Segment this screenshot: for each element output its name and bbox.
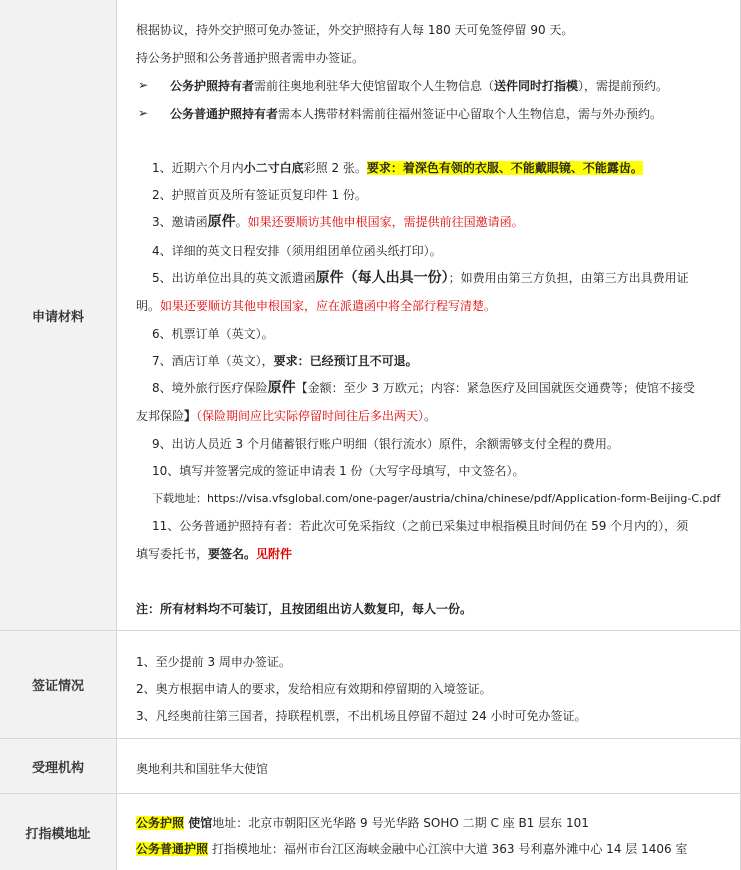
- material-item-5: [152, 270, 689, 286]
- visa-status-line-2: 2、奥方根据申请人的要求，发给相应有效期和停留期的入境签证。: [136, 682, 492, 696]
- material-item-9: 9、出访人员近 3 个月储蓄银行账户明细（银行流水）原件，余额需够支付全程的费用。: [152, 437, 619, 451]
- download-link[interactable]: 下载地址：https://visa.vfsglobal.com/one-pager/austria/china/chinese/pdf/Application-form-Beijing-C.pdf: [152, 492, 721, 505]
- bullet-text-2: ），需提前预约。: [578, 79, 669, 93]
- row-divider: [0, 630, 741, 631]
- text: 填写委托书，: [136, 547, 209, 561]
- material-item-2: 2、护照首页及所有签证页复印件 1 份。: [152, 188, 367, 202]
- material-item-5-cont: [136, 298, 496, 314]
- label-materials: [0, 0, 117, 630]
- material-item-11-cont: [136, 546, 292, 562]
- label-authority: [0, 739, 117, 793]
- material-item-6: 6、机票订单（英文）。: [152, 327, 274, 341]
- label-materials-text: 申请材料: [31, 309, 84, 325]
- text: 。: [424, 409, 437, 423]
- material-item-8: [152, 380, 695, 396]
- arrow-bullet-icon: ➢: [138, 78, 149, 92]
- text: 1、近期六个月内: [152, 161, 244, 175]
- text-bold: 原件: [207, 214, 236, 230]
- text: 8、境外旅行医疗保险: [152, 381, 268, 395]
- material-item-10: 10、填写并签署完成的签证申请表 1 份（大写字母填写，中文签名）。: [152, 464, 525, 478]
- arrow-bullet-icon: ➢: [138, 106, 149, 120]
- text: 5、出访单位出具的英文派遣函: [152, 271, 316, 285]
- red-text: （保险期间应比实际停留时间往后多出两天）: [196, 409, 425, 423]
- materials-note: 注：所有材料均不可装订，且按团组出访人数复印，每人一份。: [136, 602, 473, 616]
- intro-line-1: 根据协议，持外交护照可免办签证，外交护照持有人每 180 天可免签停留 90 天。: [136, 23, 574, 37]
- intro-line-2: 持公务护照和公务普通护照者需申办签证。: [136, 51, 365, 65]
- text: ；如费用由第三方负担，由第三方出具费用证: [448, 271, 689, 285]
- text-bold: 原件（每人出具一份）: [315, 270, 449, 286]
- fingerprint-line-1: [136, 815, 589, 831]
- highlight-text: 公务普通护照: [136, 842, 209, 856]
- label-visa-status-text: 签证情况: [31, 679, 84, 694]
- material-item-7: [152, 353, 418, 369]
- row-divider: [0, 793, 741, 794]
- text-bold: 原件: [267, 380, 296, 396]
- text-bold: 要签名。: [208, 547, 257, 561]
- material-item-4: 4、详细的英文日程安排（须用组团单位函头纸打印）。: [152, 244, 442, 258]
- text-bold: 使馆: [184, 816, 213, 830]
- highlight-text: 公务护照: [136, 816, 185, 830]
- text-bold: 】: [184, 409, 197, 423]
- attachment-link[interactable]: 见附件: [256, 547, 293, 561]
- material-item-11: 11、公务普通护照持有者：若此次可免采指纹（之前已采集过申根指模且时间仍在 59 个月内的），须: [152, 519, 689, 533]
- text-bold: 小二寸白底: [243, 161, 304, 175]
- material-item-3: [152, 214, 524, 230]
- bullet-bold-2: 送件同时打指模: [494, 79, 579, 93]
- label-fingerprint-text: 打指模地址: [25, 826, 91, 842]
- text: 明。: [136, 299, 161, 313]
- text: 7、酒店订单（英文），: [152, 354, 274, 368]
- text-bold: 要求：已经预订且不可退。: [273, 354, 418, 368]
- text: 。: [235, 215, 248, 229]
- highlight-text: 要求：着深色有领的衣服、不能戴眼镜、不能露齿。: [366, 161, 643, 175]
- text: 3、邀请函: [152, 215, 208, 229]
- label-authority-text: 受理机构: [31, 760, 84, 776]
- bullet-text: 需前往奥地利驻华大使馆留取个人生物信息（: [254, 79, 495, 93]
- visa-status-line-3: 3、凡经奥前往第三国者，持联程机票，不出机场且停留不超过 24 小时可免办签证。: [136, 709, 587, 723]
- label-visa-status: [0, 631, 117, 738]
- material-item-1: [152, 160, 643, 176]
- bullet-ordinary-passport: [170, 106, 662, 122]
- text: 地址：北京市朝阳区光华路 9 号光华路 SOHO 二期 C 座 B1 层东 101: [212, 816, 589, 830]
- visa-status-line-1: 1、至少提前 3 周申办签证。: [136, 655, 291, 669]
- fingerprint-line-2: [136, 841, 687, 857]
- red-text: 如果还要顺访其他申根国家，应在派遣函中将全部行程写清楚。: [160, 299, 497, 313]
- text: 打指模地址：福州市台江区海峡金融中心江滨中大道 363 号利嘉外滩中心 14 层 1406 室: [208, 842, 688, 856]
- text: 友邦保险: [136, 409, 185, 423]
- bullet-bold: 公务普通护照持有者: [170, 107, 279, 121]
- authority-text: 奥地利共和国驻华大使馆: [136, 762, 269, 776]
- material-item-8-cont: [136, 408, 436, 424]
- label-fingerprint: [0, 794, 117, 870]
- bullet-bold: 公务护照持有者: [170, 79, 255, 93]
- red-text: 如果还要顺访其他申根国家，需提供前往国邀请函。: [247, 215, 524, 229]
- row-divider: [0, 738, 741, 739]
- text: 【金额：至少 3 万欧元；内容：紧急医疗及回国就医交通费等；使馆不接受: [295, 381, 695, 395]
- text: 彩照 2 张。: [303, 161, 367, 175]
- bullet-official-passport: [170, 78, 668, 94]
- bullet-text: 需本人携带材料需前往福州签证中心留取个人生物信息，需与外办预约。: [278, 107, 663, 121]
